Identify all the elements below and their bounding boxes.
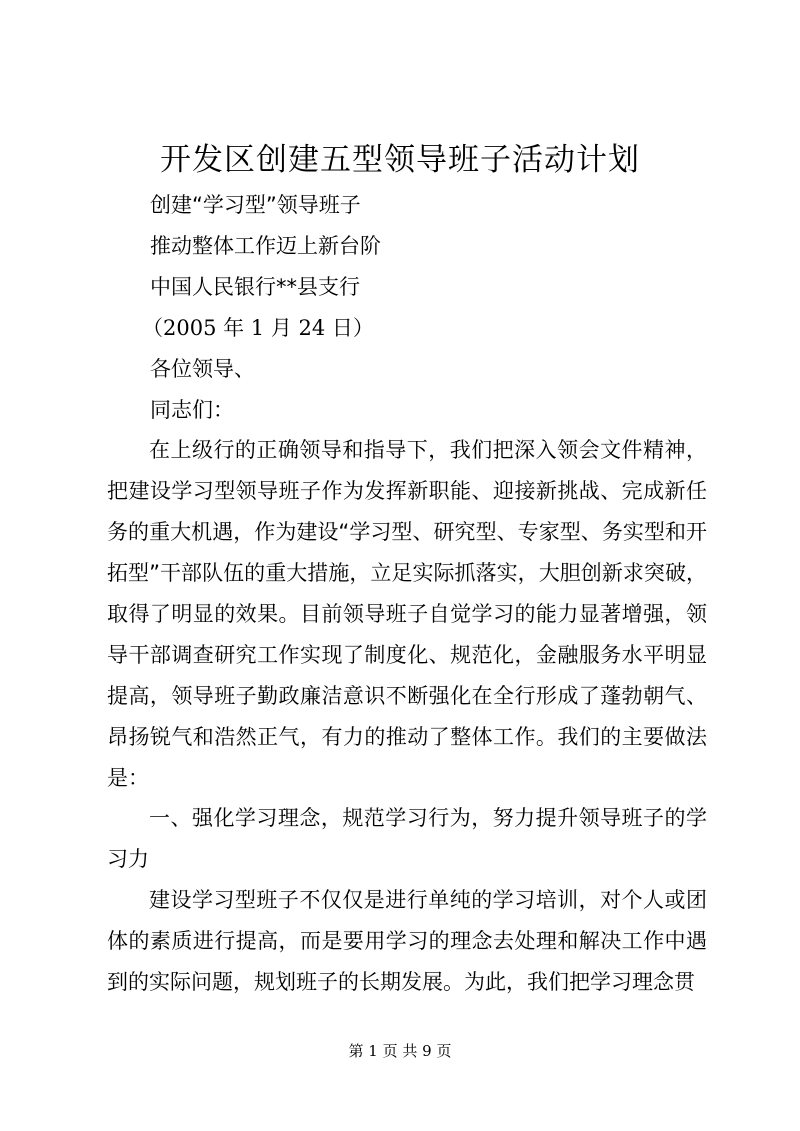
body-paragraph-1: 在上级行的正确领导和指导下，我们把深入领会文件精神，把建设学习型领导班子作为发挥新职能、迎接新挑战、完成新任务的重大机遇，作为建设“学习型、研究型、专家型、务实型和开拓型”干部队伍的重大措施，立足实际抓落实，大胆创新求突破，取得了明显的效果。目前领导班子自觉学习的能力显著增强，领导干部调查研究工作实现了制度化、规范化，金融服务水平明显提高，领导班子勤政廉洁意识不断强化在全行形成了蓬勃朝气、昂扬锐气和浩然正气，有力的推动了整体工作。我们的主要做法是： [107,438,707,790]
section-heading-1: 一、强化学习理念，规范学习行为，努力提升领导班子的学习力 [107,806,707,871]
salutation-line-1: 各位领导、 [150,357,255,381]
subtitle-line-2: 推动整体工作迈上新台阶 [150,234,381,258]
date-line: （2005 年 1 月 24 日） [142,316,374,340]
subtitle-line-1: 创建“学习型”领导班子 [150,193,361,217]
body-paragraph-2: 建设学习型班子不仅仅是进行单纯的学习培训，对个人或团体的素质进行提高，而是要用学习的理念去处理和解决工作中遇到的实际问题，规划班子的长期发展。为此，我们把学习理念贯 [107,888,707,994]
salutation-line-2: 同志们： [150,398,234,422]
issuer-line: 中国人民银行**县支行 [150,275,360,299]
document-title: 开发区创建五型领导班子活动计划 [160,142,640,178]
page-footer: 第 1 页 共 9 页 [348,1042,452,1060]
